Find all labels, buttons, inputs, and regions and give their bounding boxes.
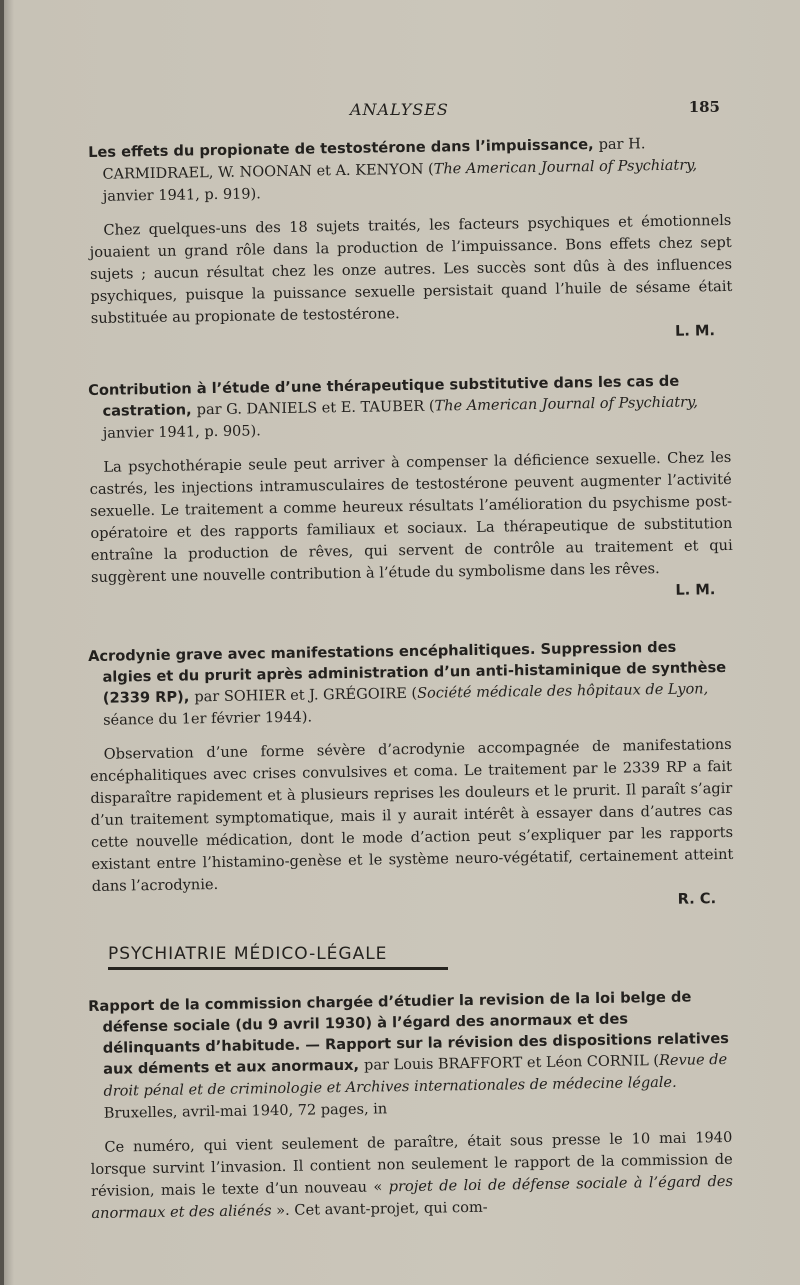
article-signature: L. M. [675,581,716,599]
article-authors: par Louis BRAFFORT et Léon CORNIL ( [363,1053,660,1074]
article-journal: The American Journal of Psychiatry, [434,394,699,415]
article-title-text: Contribution à l’étude d’une thérapeutique substitutive dans les cas de castration, [88,372,680,420]
article-title-text: Acrodynie grave avec manifestations encéphalitiques. Suppression des algies et du prurit après administration d’un anti-histaminique de synthèse (2339 RP), [88,638,727,707]
running-header [100,98,720,122]
article-body-italic: projet de loi de défense sociale à l’égard des anormaux et des aliénés [91,1172,734,1222]
article-date: janvier 1941, p. 919). [102,186,261,205]
article-title [88,370,731,445]
article-title-text: Rapport de la commission chargée d’étudier la revision de la loi belge de défense sociale (du 9 avril 1930) à l’égard des anormaux et des délinquants d’habitude. — Rapport sur la révision des dispositions relatives aux déments et aux anormaux, [88,988,730,1078]
article-byline [103,394,698,441]
article-body-text: Ce numéro, qui vient seulement de paraître, était sous presse le 10 mai 1940 lorsque survint l’invasion. Il contient non seulement le rapport de la commission de révision, mais le texte d’un nouveau « [90,1128,733,1200]
article-journal: The American Journal of Psychiatry, [433,157,698,178]
section-heading: PSYCHIATRIE MÉDICO-LÉGALE [108,944,388,964]
section-heading-underline [108,967,448,970]
page-binding-edge [0,0,4,1285]
article-date: séance du 1er février 1944). [103,709,313,729]
article-date: Bruxelles, avril-mai 1940, 72 pages, in [103,1101,388,1122]
article-signature: L. M. [674,322,716,340]
article-authors: par G. DANIELS et E. TAUBER ( [196,398,435,419]
article-signature: R. C. [677,890,717,908]
article-defense-sociale [88,986,734,1225]
article-title [88,132,731,208]
article-castration [88,370,734,608]
article-body-text-end: ». Cet avant-projet, qui com- [271,1198,488,1220]
article-title [88,636,731,732]
article-body: La psychothérapie seule peut arriver à compenser la déficience sexuelle. Chez les castrés, les injections intramusculaires de testostérone peuvent augmenter l’activité sexuelle. Le traitement a comme heureux résultats l’amélioration du psychisme post-opératoire et des rapports familiaux et sociaux. La thérapeutique de substitution entraîne la production de rêves, qui servent de contrôle au traitement et qui suggèrent une nouvelle contribution à l’étude du symbolisme dans les rêves. [89,448,733,586]
article-date: janvier 1941, p. 905). [102,423,261,442]
article-body: Chez quelques-uns des 18 sujets traités, les facteurs psychiques et émotionnels jouaient un grand rôle dans la production de l’impuissance. Bons effets chez sept sujets ; aucun résultat chez les onze autres. Les succès sont dûs à des influences psychiques, puisque la puissance sexuelle persistait quand l’huile de sésame était substituée au propionate de testostérone. [89,211,733,327]
running-header-title: ANALYSES [350,100,449,119]
article-authors: par SOHIER et J. GRÉGOIRE ( [194,685,418,706]
article-journal: Société médicale des hôpitaux de Lyon, [417,681,709,702]
article-authors: par H. CARMIDRAEL, W. NOONAN et A. KENYON ( [102,136,646,183]
article-title-text: Les effets du propionate de testostérone dans l’impuissance, [88,136,594,161]
article-body: Observation d’une forme sévère d’acrodynie accompagnée de manifestations encéphalitiques avec crises convulsives et coma. Le traitement par le 2339 RP a fait disparaître rapidement et à plusieurs reprises les douleurs et le prurit. Il paraît s’agir d’un traitement symptomatique, mais il y aurait intérêt à essayer dans d’autres cas cette nouvelle médication, dont le mode d’action peut s’expliquer par les rapports existant entre l’histamino-genèse et le système neuro-végétatif, certainement atteint dans l’acrodynie. [89,735,734,895]
article-body [90,1127,733,1225]
article-byline [103,681,708,729]
article-acrodynie [88,636,734,917]
article-journal: Revue de droit pénal et de criminologie et Archives internationales de médecine légale. [103,1051,728,1100]
article-title [88,986,732,1125]
page-number: 185 [688,98,720,116]
article-impuissance [88,132,733,349]
